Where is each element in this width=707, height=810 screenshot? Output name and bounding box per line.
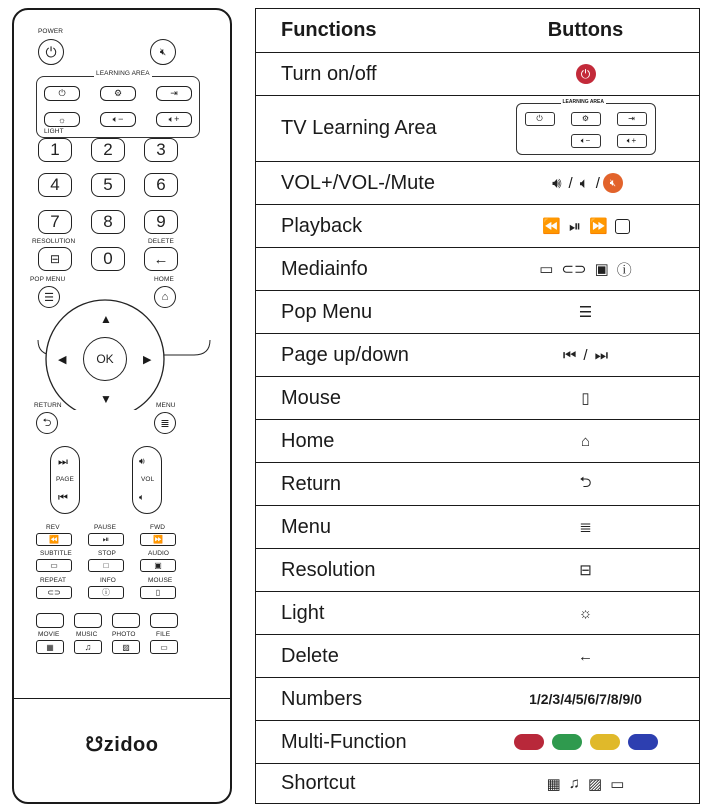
num-9-button[interactable]: 9: [144, 210, 178, 234]
page-up-icon: ⏭: [594, 346, 609, 364]
pop-menu-icon: ☰: [44, 291, 54, 304]
stop-icon: [615, 219, 630, 234]
table-row: [256, 419, 699, 462]
mouse-icon: ▯: [155, 588, 161, 597]
table-row: [256, 376, 699, 419]
function-name: Resolution: [281, 558, 376, 581]
resolution-icon: ⊟: [579, 562, 592, 579]
return-icon: ⮌: [42, 416, 52, 429]
home-icon: ⌂: [580, 432, 591, 450]
repeat-button[interactable]: [36, 586, 72, 599]
table-row: [256, 290, 699, 333]
play-pause-icon: ⏯: [102, 534, 110, 544]
pop-menu-label: POP MENU: [30, 276, 66, 283]
table-row: [256, 763, 699, 803]
num-0-button[interactable]: 0: [91, 247, 125, 271]
slash: /: [568, 174, 573, 192]
power-icon: ⏻: [58, 88, 66, 98]
music-icon: ♫: [568, 775, 581, 792]
file-icon: ▭: [160, 642, 168, 652]
num-3-button[interactable]: 3: [144, 138, 178, 162]
brand-name: zidoo: [103, 734, 159, 756]
delete-icon: ←: [153, 250, 169, 268]
fwd-button[interactable]: [140, 533, 176, 546]
stop-label: STOP: [98, 550, 116, 557]
movie-button[interactable]: [36, 640, 64, 654]
function-name: TV Learning Area: [281, 117, 437, 139]
movie-label: MOVIE: [38, 631, 60, 638]
num-2-button[interactable]: 2: [91, 138, 125, 162]
mouse-label: MOUSE: [148, 577, 173, 584]
page-label: PAGE: [56, 476, 74, 483]
blue-bar: [628, 734, 658, 750]
function-name: Menu: [281, 515, 332, 538]
fwd-label: FWD: [150, 524, 166, 531]
return-button[interactable]: [36, 412, 58, 434]
num-8-button[interactable]: 8: [91, 210, 125, 234]
light-icon: ☼: [57, 114, 67, 125]
input-icon: ⇥: [170, 88, 178, 98]
vol-label: VOL: [141, 476, 155, 483]
info-label: INFO: [100, 577, 116, 584]
photo-label: PHOTO: [112, 631, 136, 638]
photo-icon: ▨: [588, 775, 603, 793]
vol-up-icon[interactable]: 🔊︎: [139, 456, 145, 466]
subtitle-button[interactable]: [36, 559, 72, 572]
remote-control: [12, 8, 232, 804]
delete-label: DELETE: [148, 238, 174, 245]
gear-icon: ⚙: [571, 112, 601, 126]
table-row: [256, 720, 699, 763]
function-name: Light: [281, 601, 325, 624]
table-row: [256, 591, 699, 634]
table-row: [256, 677, 699, 720]
stop-button[interactable]: [88, 559, 124, 572]
audio-label: AUDIO: [148, 550, 170, 557]
num-7-button[interactable]: 7: [38, 210, 72, 234]
vol-down-icon: 🔈︎−: [112, 114, 124, 124]
home-label: HOME: [154, 276, 174, 283]
input-icon: ⇥: [617, 112, 647, 126]
rewind-icon: ⏪: [542, 218, 561, 235]
mute-icon: 🔇︎: [603, 173, 623, 193]
movie-icon: ▦: [546, 775, 561, 793]
repeat-label: REPEAT: [40, 577, 67, 584]
file-button[interactable]: [150, 640, 178, 654]
page-up-icon[interactable]: ⏭: [58, 456, 68, 468]
slash: /: [595, 174, 600, 192]
functions-header: Functions: [281, 19, 377, 41]
mouse-icon: ▯: [581, 390, 590, 407]
table-row: [256, 95, 699, 161]
menu-icon: ≣: [160, 417, 170, 430]
forward-icon: ⏩: [589, 218, 608, 235]
table-row: [256, 52, 699, 95]
pause-button[interactable]: [88, 533, 124, 546]
blue-function-button[interactable]: [150, 613, 178, 628]
power-label: POWER: [38, 28, 64, 35]
subtitle-label: SUBTITLE: [40, 550, 72, 557]
power-icon: ⏻: [525, 112, 555, 126]
green-bar: [552, 734, 582, 750]
audio-icon: ▣: [594, 261, 609, 278]
play-pause-icon: ⏯: [568, 217, 581, 235]
table-row: [256, 247, 699, 290]
function-name: Multi-Function: [281, 730, 407, 753]
num-5-button[interactable]: 5: [91, 173, 125, 197]
return-icon: ⮌: [579, 473, 592, 491]
buttons-header: Buttons: [547, 19, 624, 41]
rev-label: REV: [46, 524, 60, 531]
audio-icon: ▣: [154, 561, 162, 570]
green-function-button[interactable]: [74, 613, 102, 628]
red-function-button[interactable]: [36, 613, 64, 628]
info-icon: ⓘ: [616, 261, 632, 279]
remote-divider: [14, 698, 230, 699]
num-4-button[interactable]: 4: [38, 173, 72, 197]
movie-icon: ▦: [46, 642, 54, 652]
function-name: Delete: [281, 644, 339, 667]
info-button[interactable]: [88, 586, 124, 599]
function-name: Playback: [281, 214, 363, 237]
yellow-function-button[interactable]: [112, 613, 140, 628]
light-label: LIGHT: [44, 128, 64, 135]
table-row: [256, 634, 699, 677]
home-icon: ⌂: [161, 291, 169, 303]
vol-down-icon: 🔈︎−: [571, 134, 601, 148]
num-1-button[interactable]: 1: [38, 138, 72, 162]
table-row: [256, 462, 699, 505]
right-arrow-icon[interactable]: ▶: [143, 354, 152, 366]
forward-icon: ⏩: [153, 535, 163, 544]
function-name: Shortcut: [281, 772, 356, 794]
return-label: RETURN: [34, 402, 62, 409]
info-icon: ⓘ: [102, 588, 110, 597]
power-icon: ⏻: [576, 64, 596, 84]
page-down-icon: ⏮: [562, 346, 577, 364]
menu-label: MENU: [156, 402, 176, 409]
audio-button[interactable]: [140, 559, 176, 572]
menu-button[interactable]: [154, 412, 176, 434]
down-arrow-icon[interactable]: ▼: [100, 392, 112, 406]
music-label: MUSIC: [76, 631, 98, 638]
num-6-button[interactable]: 6: [144, 173, 178, 197]
page-down-icon[interactable]: ⏮: [58, 492, 68, 504]
rewind-icon: ⏪: [49, 535, 59, 544]
photo-icon: ▨: [122, 642, 130, 652]
red-bar: [514, 734, 544, 750]
gear-icon: ⚙: [113, 88, 123, 98]
learning-area-label: LEARNING AREA: [96, 70, 150, 77]
pause-label: PAUSE: [94, 524, 117, 531]
table-row: [256, 505, 699, 548]
photo-button[interactable]: [112, 640, 140, 654]
function-name: Return: [281, 472, 342, 495]
vol-up-icon: 🔈︎+: [168, 114, 180, 124]
file-label: FILE: [156, 631, 171, 638]
subtitle-icon: ▭: [50, 561, 58, 570]
functions-table: [255, 8, 700, 804]
function-name: Page up/down: [281, 343, 409, 366]
brand-mark-icon: ☋: [85, 734, 104, 756]
rev-button[interactable]: [36, 533, 72, 546]
table-header: [256, 9, 699, 52]
file-icon: ▭: [610, 775, 625, 793]
resolution-icon: ⊟: [49, 252, 61, 266]
function-name: Numbers: [281, 687, 363, 710]
table-row: [256, 204, 699, 247]
subtitle-icon: ▭: [539, 261, 554, 278]
function-name: Pop Menu: [281, 300, 373, 323]
vol-up-icon: 🔈︎+: [617, 134, 647, 148]
menu-icon: ≣: [579, 519, 592, 536]
power-icon: ⏻: [45, 43, 57, 60]
vol-down-icon[interactable]: 🔈︎: [139, 492, 145, 502]
repeat-icon: ⊂⊃: [47, 588, 61, 597]
up-arrow-icon[interactable]: ▲: [100, 312, 112, 326]
music-button[interactable]: [74, 640, 102, 654]
mouse-button[interactable]: [140, 586, 176, 599]
delete-icon: ←: [578, 647, 593, 665]
function-name: Turn on/off: [281, 62, 377, 85]
pop-menu-icon: ☰: [578, 304, 593, 321]
music-icon: ♫: [84, 642, 92, 652]
table-row: [256, 161, 699, 204]
vol-up-icon: 🔊︎: [552, 174, 562, 192]
function-name: Mediainfo: [281, 257, 368, 280]
function-name: Home: [281, 429, 335, 452]
yellow-bar: [590, 734, 620, 750]
resolution-label: RESOLUTION: [32, 238, 76, 245]
left-arrow-icon[interactable]: ◀: [58, 354, 67, 366]
mute-icon: 🔇︎: [159, 46, 167, 58]
vol-down-icon: 🔈︎: [579, 174, 589, 192]
repeat-icon: ⊂⊃: [561, 261, 587, 278]
mini-learning-label: LEARNING AREA: [562, 98, 604, 105]
mini-learning-area: [516, 98, 656, 155]
slash: /: [583, 346, 588, 364]
table-row: [256, 333, 699, 376]
function-name: VOL+/VOL-/Mute: [281, 171, 435, 194]
ok-button[interactable]: OK: [83, 337, 127, 381]
table-row: [256, 548, 699, 591]
light-icon: ☼: [578, 604, 593, 622]
stop-icon: □: [103, 561, 109, 570]
brand-logo: [14, 732, 230, 757]
function-name: Mouse: [281, 386, 342, 409]
numbers-text: 1/2/3/4/5/6/7/8/9/0: [529, 691, 642, 707]
